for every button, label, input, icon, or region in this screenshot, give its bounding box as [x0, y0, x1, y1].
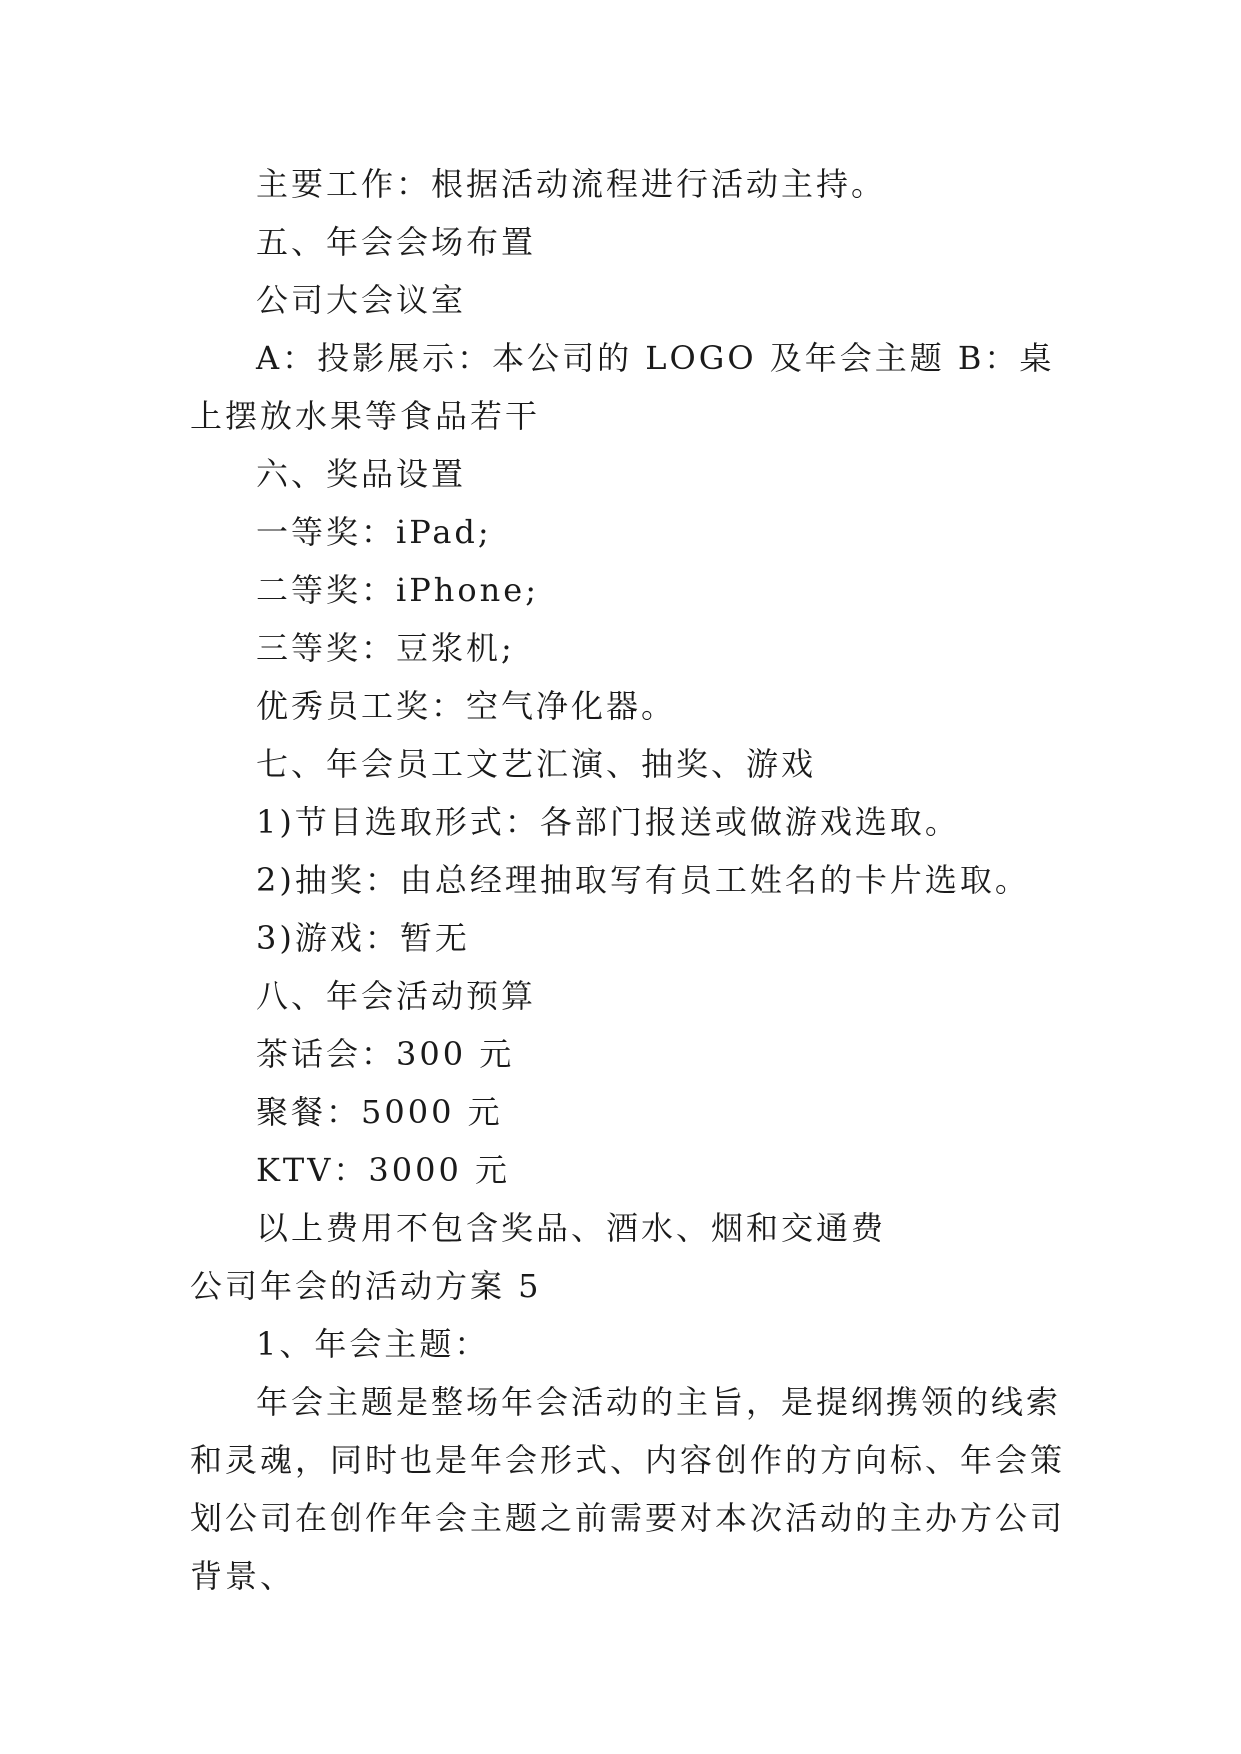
- prize-outstanding-employee: 优秀员工奖：空气净化器。: [256, 687, 677, 725]
- prize-third: 三等奖：豆浆机;: [256, 629, 515, 667]
- paragraph-theme-description: 年会主题是整场年会活动的主旨，是提纲携领的线索和灵魂，同时也是年会形式、内容创作的方向标、年会策划公司在创作年会主题之前需要对本次活动的主办方公司背景、: [190, 1383, 1066, 1595]
- heading-budget: 八、年会活动预算: [256, 977, 537, 1015]
- item-games: 3)游戏：暂无: [256, 919, 470, 957]
- budget-ktv: KTV：3000 元: [256, 1151, 510, 1189]
- item-lottery: 2)抽奖：由总经理抽取写有员工姓名的卡片选取。: [256, 861, 1030, 899]
- budget-tea-party: 茶话会：300 元: [256, 1035, 515, 1073]
- prize-second: 二等奖：iPhone;: [256, 571, 539, 609]
- heading-performance-lottery-games: 七、年会员工文艺汇演、抽奖、游戏: [256, 745, 817, 783]
- item-program-selection: 1)节目选取形式：各部门报送或做游戏选取。: [256, 803, 960, 841]
- heading-annual-theme: 1、年会主题：: [256, 1325, 490, 1363]
- paragraph-projection-and-table: A：投影展示：本公司的 LOGO 及年会主题 B：桌上摆放水果等食品若干: [190, 339, 1055, 435]
- section-title-plan-5: 公司年会的活动方案 5: [190, 1267, 542, 1305]
- paragraph-venue: 公司大会议室: [256, 281, 467, 319]
- budget-note: 以上费用不包含奖品、酒水、烟和交通费: [256, 1209, 887, 1247]
- paragraph-host-duty: 主要工作：根据活动流程进行活动主持。: [256, 165, 887, 203]
- heading-prizes: 六、奖品设置: [256, 455, 467, 493]
- document-body: [190, 155, 1070, 1605]
- heading-venue-setup: 五、年会会场布置: [256, 223, 537, 261]
- prize-first: 一等奖：iPad;: [256, 513, 492, 551]
- budget-dinner: 聚餐：5000 元: [256, 1093, 503, 1131]
